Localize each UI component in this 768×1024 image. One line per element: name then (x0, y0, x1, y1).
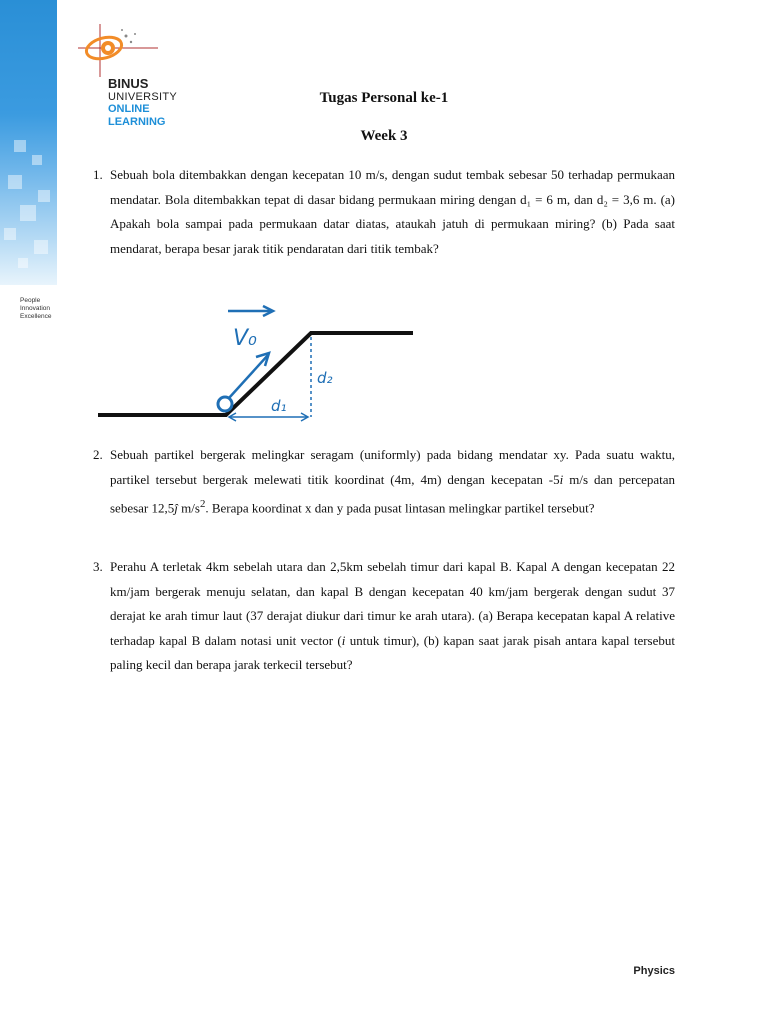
tagline-innovation: Innovation (20, 305, 50, 312)
tagline-people: People (20, 297, 41, 304)
tagline-excellence: Excellence (20, 313, 52, 320)
question-number: 3. (93, 559, 103, 574)
page-subtitle: Week 3 (360, 128, 408, 144)
footer-subject: Physics (633, 965, 675, 977)
unit-vector-i: i (559, 471, 564, 487)
question-1 (93, 163, 675, 261)
unit-vector-j: ĵ (174, 500, 178, 516)
question-2 (93, 443, 675, 521)
v0-label: V₀ (233, 326, 257, 351)
question-3 (93, 555, 675, 678)
question-text: Sebuah bola ditembakkan dengan kecepatan 10 m/s, dengan sudut tembak sebesar 50 terhadap permukaan mendatar. Bola ditembakkan tepat di dasar bidang permukaan miring dengan d₁ = 6 m, dan d₂ = 3,6 m. (a) Apakah bola sampai pada permukaan datar diatas, ataukah jatuh di permukaan miring? (b) Pada saat mendarat, berapa besar jarak titik pendaratan dari titik tembak? (110, 167, 675, 256)
page-title: Tugas Personal ke-1 (319, 90, 449, 106)
unit-vector-i: i (341, 632, 346, 648)
logo-learning: LEARNING (108, 115, 166, 128)
question-number: 1. (93, 167, 103, 182)
logo-binus: BINUS (108, 76, 149, 91)
question-number: 2. (93, 447, 103, 462)
logo-online: ONLINE (108, 103, 150, 115)
logo-university: UNIVERSITY (108, 90, 178, 103)
question-text: Sebuah partikel bergerak melingkar seragam (uniformly) pada bidang mendatar xy. Pada suatu waktu, partikel tersebut bergerak melewati titik koordinat (4m, 4m) dengan kecepatan -5i m/s dan percepatan sebesar 12,5ĵ $m/s^2$. Berapa koordinat x dan y pada pusat lintasan melingkar partikel tersebut? (110, 447, 676, 516)
d2-label: d₂ (317, 369, 333, 387)
question-text: Perahu A terletak 4km sebelah utara dan 2,5km sebelah timur dari kapal B. Kapal A dengan kecepatan 22 km/jam bergerak menuju selatan, dan kapal B dengan kecepatan 40 km/jam bergerak dengan sudut 37 derajat ke arah timur laut (37 derajat diukur dari timur ke arah utara). (a) Berapa kecepatan kapal A relative terhadap kapal B dalam notasi unit vector (i untuk timur), (b) kapan saat jarak pisah antara kapal tersebut paling kecil dan berapa jarak terkecil tersebut? (110, 559, 675, 672)
tagline (20, 297, 80, 321)
incline-diagram (93, 303, 418, 431)
d1-label: d₁ (271, 397, 287, 415)
